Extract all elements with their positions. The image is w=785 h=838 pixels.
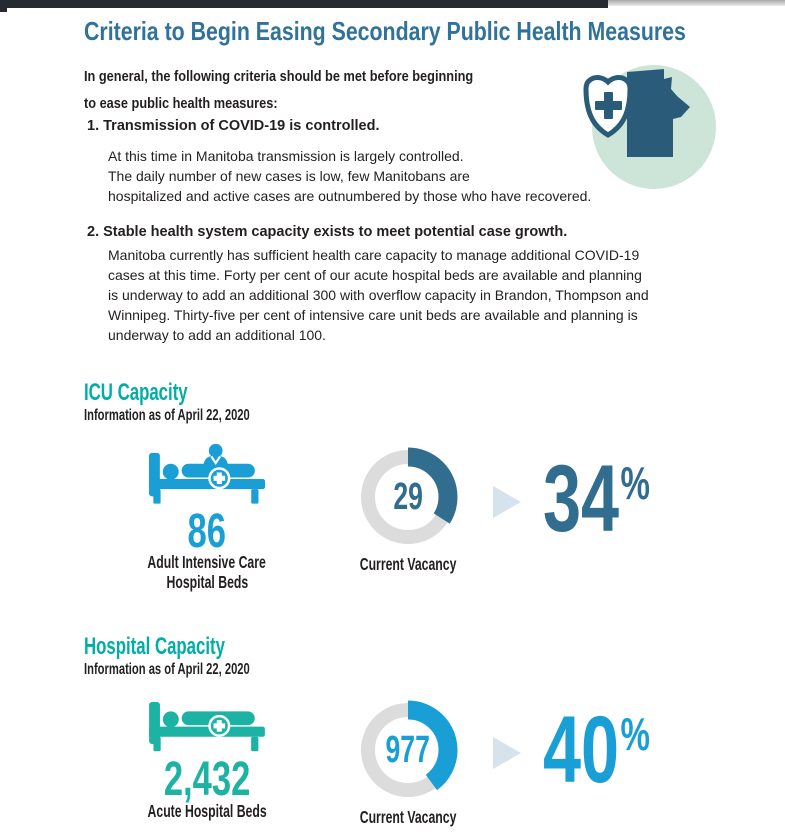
icu-section-date: Information as of April 22, 2020 bbox=[84, 407, 250, 424]
criterion-2-heading: 2. Stable health system capacity exists to meet potential case growth. bbox=[87, 224, 568, 240]
criterion-2-body: Manitoba currently has sufficient health care capacity to manage additional COVID-19 cases at this time. Forty per cent of our acute hospital beds are available and planning is underway to add an additional 300 with overflow capacity in Brandon, Thompson and Winnipeg. Thirty-five per cent of intensive care unit beds are available and planning is underway to add an additional 100. bbox=[108, 247, 649, 343]
icu-vacancy-donut-chart bbox=[356, 445, 460, 549]
shield-cross-manitoba-icon bbox=[580, 62, 730, 192]
icu-section-heading: ICU Capacity bbox=[84, 379, 188, 406]
icu-bed-label: Adult Intensive Care Hospital Beds bbox=[147, 552, 267, 592]
icu-vacancy-count: 29 bbox=[393, 475, 423, 518]
criterion-1-body: At this time in Manitoba transmission is largely controlled. The daily number of new cases is low, few Manitobans are hospitalized and active cases are outnumbered by those who have recovered. bbox=[108, 148, 592, 204]
icu-bed-with-doctor-icon bbox=[149, 444, 265, 514]
page-title: Criteria to Begin Easing Secondary Public Health Measures bbox=[84, 16, 686, 46]
hospital-vacancy-label: Current Vacancy bbox=[359, 807, 457, 827]
right-arrow-icon bbox=[493, 486, 521, 518]
hospital-bed-count: 2,432 bbox=[163, 753, 251, 806]
criterion-2-number: 2. bbox=[87, 224, 100, 240]
intro-text bbox=[84, 64, 526, 118]
criterion-1-heading: 1. Transmission of COVID-19 is controlled. bbox=[87, 118, 380, 134]
intro-line-2: to ease public health measures: bbox=[84, 96, 278, 112]
hospital-section-date: Information as of April 22, 2020 bbox=[84, 661, 250, 678]
intro-line-1: In general, the following criteria should be met before beginning bbox=[84, 69, 474, 85]
criterion-1-number: 1. bbox=[87, 118, 100, 134]
previous-page-edge-notch bbox=[0, 8, 7, 12]
right-arrow-icon bbox=[493, 737, 521, 769]
page-edge-shadow bbox=[608, 0, 785, 6]
hospital-vacancy-percent: 40 % bbox=[543, 697, 650, 803]
previous-page-edge bbox=[0, 0, 608, 8]
hospital-vacancy-donut-chart bbox=[356, 698, 460, 802]
hospital-vacancy-count: 977 bbox=[385, 728, 431, 771]
icu-vacancy-label: Current Vacancy bbox=[359, 554, 457, 574]
hospital-bed-icon bbox=[149, 702, 265, 757]
hospital-section-heading: Hospital Capacity bbox=[84, 633, 225, 660]
icu-bed-count: 86 bbox=[187, 505, 227, 558]
hospital-bed-label: Acute Hospital Beds bbox=[147, 801, 267, 821]
icu-vacancy-percent: 34 % bbox=[543, 446, 650, 552]
